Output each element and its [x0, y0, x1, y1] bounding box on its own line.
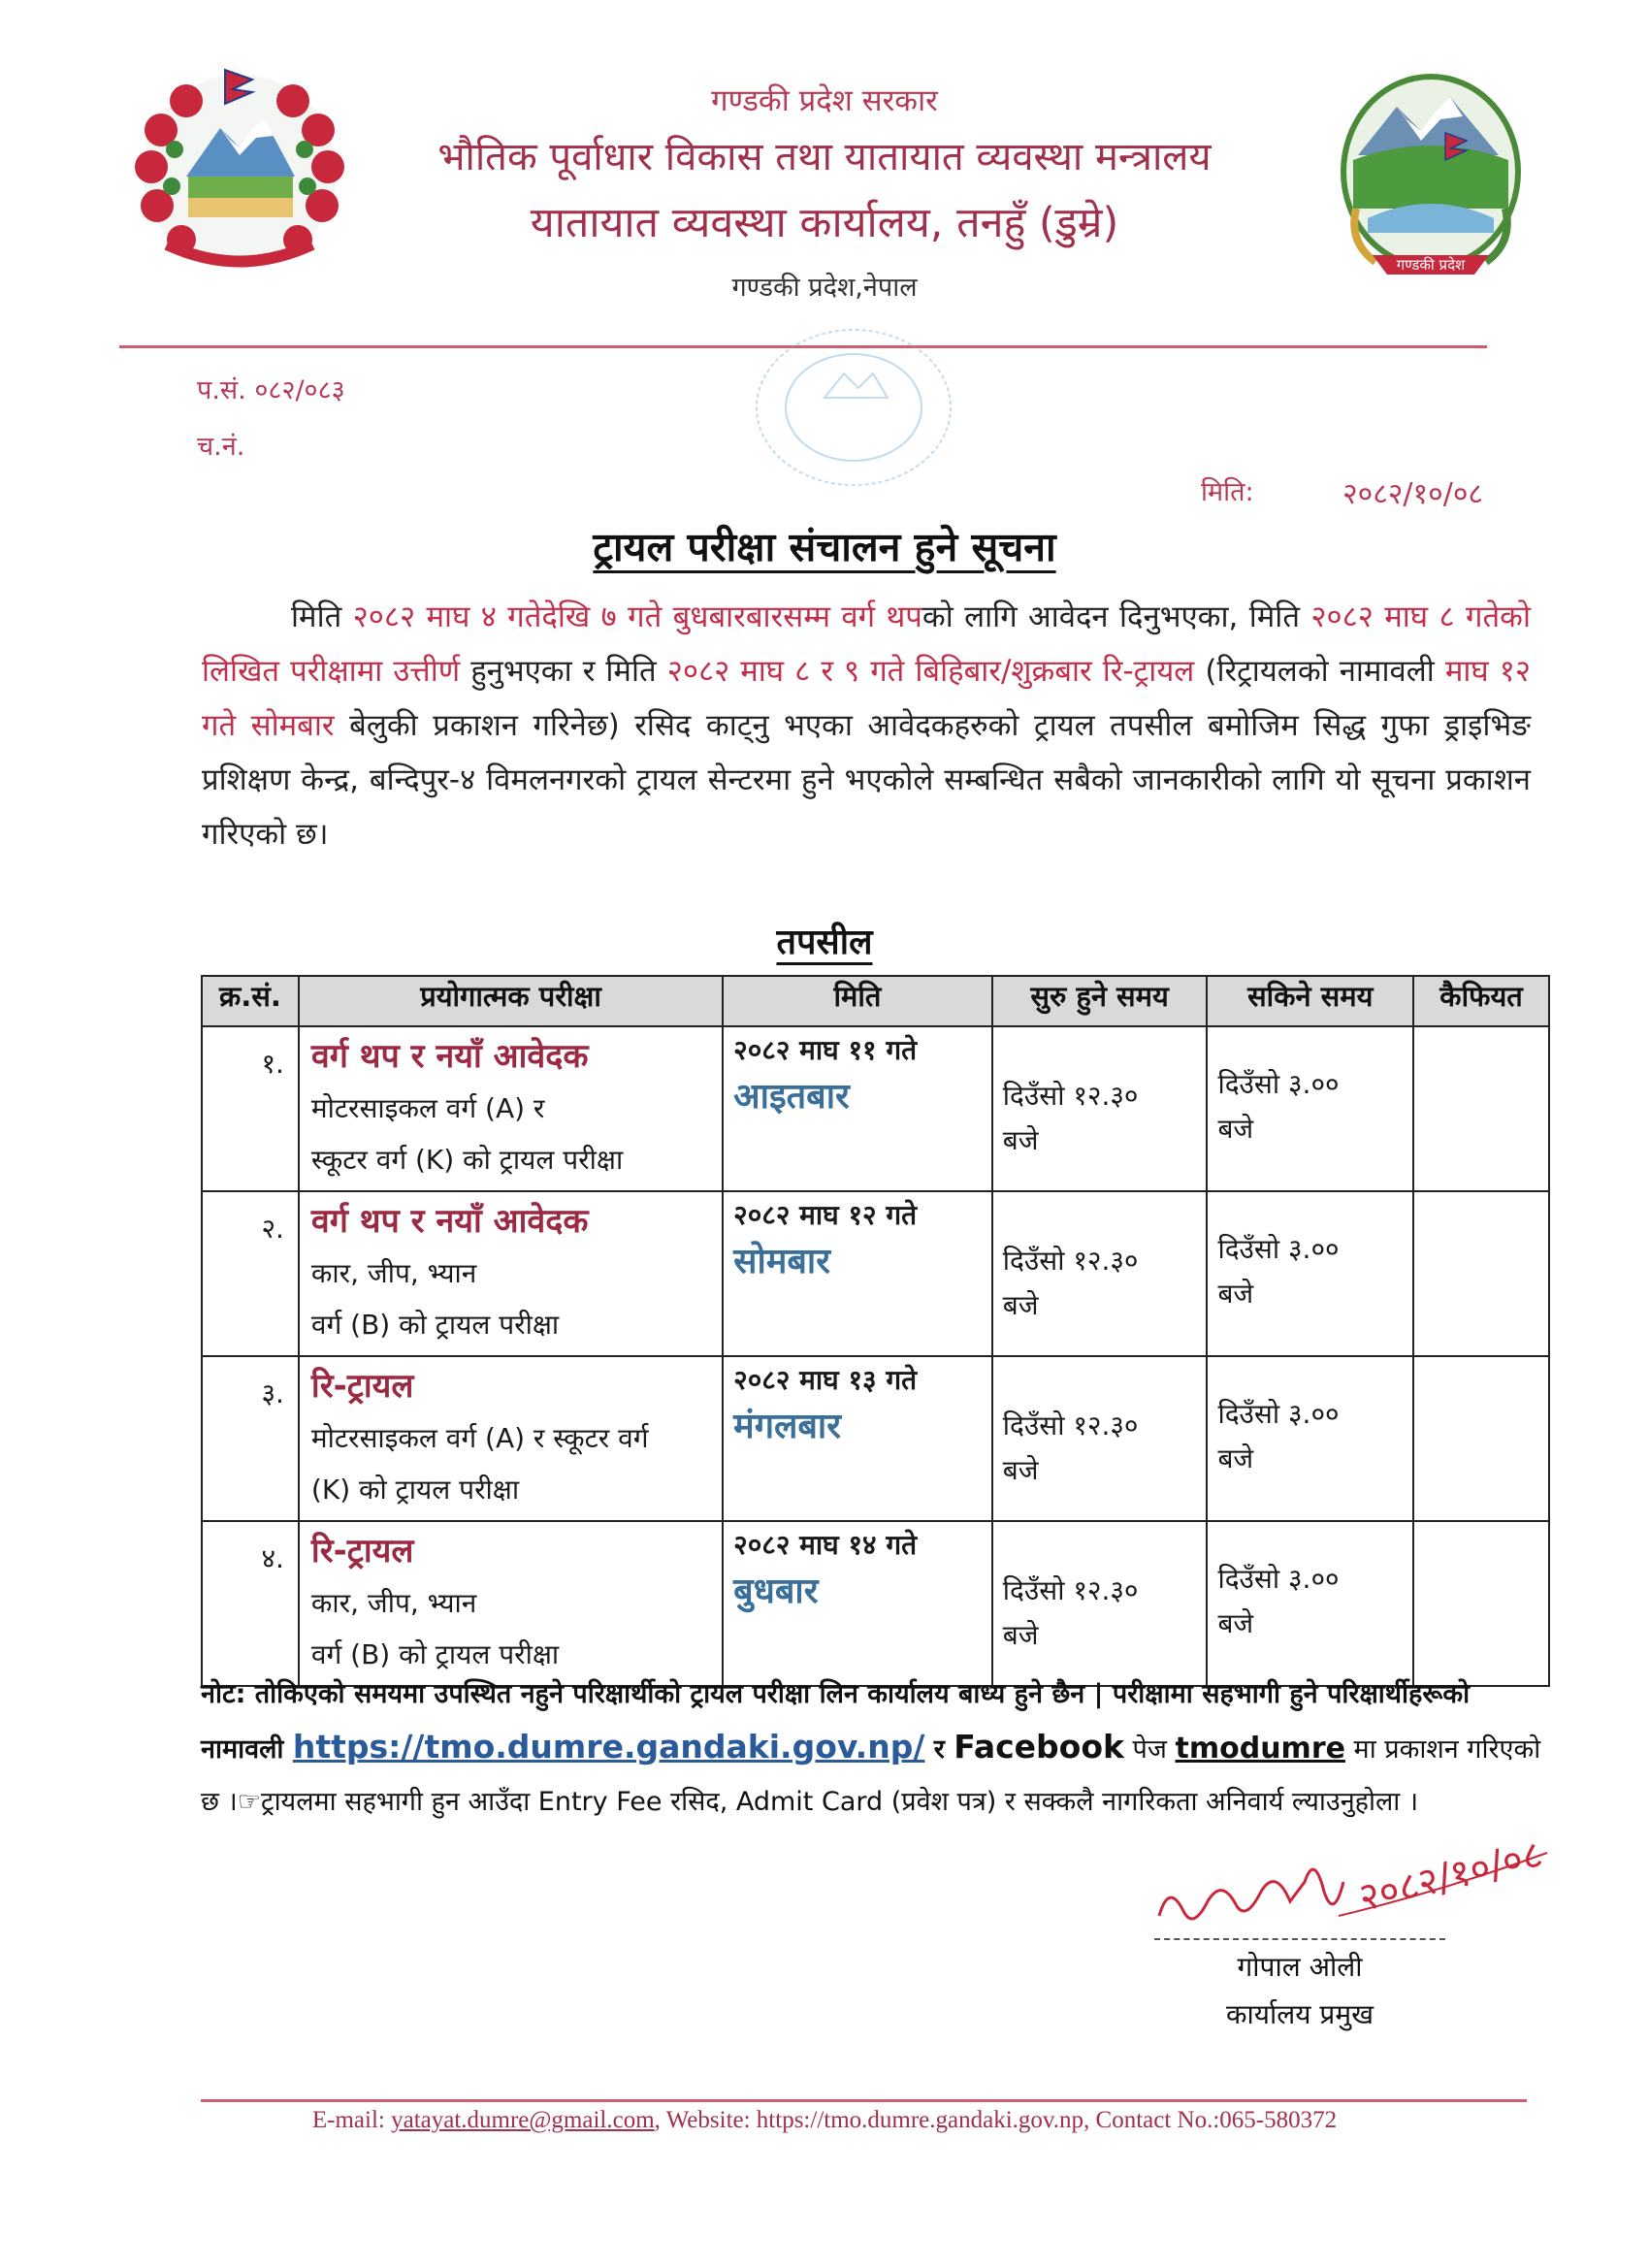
- footer-contact: E-mail: yatayat.dumre@gmail.com, Website: https://tmo.dumre.gandaki.gov.np, Contact No.:065-580372: [311, 2107, 1338, 2133]
- row-date: [723, 1521, 992, 1686]
- row-serial: १.: [202, 1026, 299, 1191]
- row-exam: [299, 1026, 723, 1191]
- row-end-time: दिउँसो ३.०० बजे: [1207, 1191, 1413, 1356]
- highlight-publish-date: माघ १२ गते सोमबार: [202, 654, 1531, 743]
- header-remarks: कैफियत: [1413, 976, 1549, 1026]
- signature-date: २०८२/१०/०८: [1354, 1831, 1547, 1921]
- row-remarks: [1413, 1356, 1549, 1521]
- table-header-row: [202, 976, 1549, 1026]
- ministry-name: भौतिक पूर्वाधार विकास तथा यातायात व्यवस्था मन्त्रालय: [437, 135, 1212, 179]
- header-date: मिति: [723, 976, 992, 1026]
- schedule-heading: तपसील: [776, 923, 873, 962]
- row-date-text: २०८२ माघ १४ गते: [733, 1529, 918, 1561]
- row-remarks: [1413, 1521, 1549, 1686]
- row-exam-line2: स्कूटर वर्ग (K) को ट्रायल परीक्षा: [310, 1144, 624, 1176]
- row-end-time: दिउँसो ३.०० बजे: [1207, 1521, 1413, 1686]
- signature-line: [1154, 1938, 1445, 1940]
- row-date-text: २०८२ माघ ११ गते: [733, 1034, 918, 1066]
- header-start-time: सुरु हुने समय: [992, 976, 1208, 1026]
- table-row: [202, 1191, 1549, 1356]
- row-end-time: दिउँसो ३.०० बजे: [1207, 1026, 1413, 1191]
- row-exam-line1: कार, जीप, भ्यान: [310, 1587, 477, 1619]
- row-exam-line2: वर्ग (B) को ट्रायल परीक्षा: [310, 1638, 560, 1670]
- table-row: [202, 1521, 1549, 1686]
- row-exam: [299, 1356, 723, 1521]
- highlight-retrial-dates: २०८२ माघ ८ र ९ गते बिहिबार/शुक्रबार रि-ट्रायल: [666, 654, 1195, 689]
- row-date-text: २०८२ माघ १३ गते: [733, 1364, 918, 1396]
- row-weekday: मंगलबार: [733, 1407, 841, 1446]
- row-start-time: दिउँसो १२.३० बजे: [992, 1356, 1208, 1521]
- highlight-application-dates: २०८२ माघ ४ गतेदेखि ७ गते बुधबारबारसम्म वर्ग थप: [352, 599, 922, 634]
- row-serial: २.: [202, 1191, 299, 1356]
- footer-divider: [201, 2099, 1527, 2102]
- row-exam-line1: मोटरसाइकल वर्ग (A) र: [310, 1092, 545, 1124]
- schedule-table: [201, 975, 1550, 1687]
- row-date: [723, 1026, 992, 1191]
- row-exam-line1: कार, जीप, भ्यान: [310, 1257, 477, 1289]
- row-weekday: आइतबार: [733, 1077, 850, 1117]
- table-row: [202, 1356, 1549, 1521]
- dispatch-number: च.नं.: [197, 432, 245, 462]
- notice-body: मिति २०८२ माघ ४ गतेदेखि ७ गते बुधबारबारसम्म वर्ग थपको लागि आवेदन दिनुभएका, मिति २०८२ माघ ८ गतेको लिखित परीक्षामा उत्तीर्ण हुनुभएका र मिति २०८२ माघ ८ र ९ गते बिहिबार/शुक्रबार रि-ट्रायल (रिट्रायलको नामावली माघ १२ गते सोमबार बेलुकी प्रकाशन गरिनेछ) रसिद काट्नु भएका आवेदकहरुको ट्रायल तपसील बमोजिम सिद्ध गुफा ड्राइभिङ प्रशिक्षण केन्द्र, बन्दिपुर-४ विमलनगरको ट्रायल सेन्टरमा हुने भएकोले सम्बन्धित सबैको जानकारीको लागि यो सूचना प्रकाशन गरिएको छ।: [202, 599, 1531, 852]
- office-address: गण्डकी प्रदेश,नेपाल: [731, 273, 918, 303]
- note-requirements: ☞ट्रायलमा सहभागी हुन आउँदा Entry Fee रसिद, Admit Card (प्रवेश पत्र) र सक्कलै नागरिकता अनिवार्य ल्याउनुहोला ।: [237, 1787, 1419, 1817]
- row-exam-line2: वर्ग (B) को ट्रायल परीक्षा: [310, 1309, 560, 1341]
- facebook-label: Facebook: [954, 1728, 1124, 1766]
- row-exam-line2: (K) को ट्रायल परीक्षा: [310, 1474, 520, 1506]
- header-practical-exam: प्रयोगात्मक परीक्षा: [299, 976, 723, 1026]
- table-row: [202, 1026, 1549, 1191]
- row-start-time: दिउँसो १२.३० बजे: [992, 1191, 1208, 1356]
- signatory-role: कार्यालय प्रमुख: [1226, 1998, 1374, 2030]
- row-weekday: सोमबार: [733, 1242, 830, 1281]
- row-serial: ४.: [202, 1521, 299, 1686]
- date-value: २०८२/१०/०८: [1342, 477, 1484, 511]
- notice-title: ट्रायल परीक्षा संचालन हुने सूचना: [593, 524, 1056, 570]
- row-end-time: दिउँसो ३.०० बजे: [1207, 1356, 1413, 1521]
- office-stamp-seal: [747, 320, 960, 495]
- row-category: वर्ग थप र नयाँ आवेदक: [310, 1037, 589, 1076]
- email-link[interactable]: yatayat.dumre@gmail.com: [391, 2107, 655, 2133]
- row-start-time: दिउँसो १२.३० बजे: [992, 1026, 1208, 1191]
- row-weekday: बुधबार: [733, 1571, 819, 1611]
- header-serial: क्र.सं.: [202, 976, 299, 1026]
- row-date-text: २०८२ माघ १२ गते: [733, 1199, 918, 1231]
- row-remarks: [1413, 1026, 1549, 1191]
- row-start-time: दिउँसो १२.३० बजे: [992, 1521, 1208, 1686]
- header-end-time: सकिने समय: [1207, 976, 1413, 1026]
- row-exam-line1: मोटरसाइकल वर्ग (A) र स्कूटर वर्ग: [310, 1422, 649, 1454]
- row-category: रि-ट्रायल: [310, 1367, 414, 1406]
- gandaki-logo-text: गण्डकी प्रदेश: [1396, 256, 1466, 274]
- office-name: यातायात व्यवस्था कार्यालय, तनहुँ (डुम्रे): [530, 199, 1119, 247]
- government-name: गण्डकी प्रदेश सरकार: [711, 83, 938, 118]
- row-exam: [299, 1521, 723, 1686]
- row-date: [723, 1356, 992, 1521]
- row-category: रि-ट्रायल: [310, 1532, 414, 1571]
- reference-number: प.सं. ०८२/०८३: [197, 375, 345, 405]
- website-link[interactable]: https://tmo.dumre.gandaki.gov.np/: [292, 1728, 925, 1766]
- row-exam: [299, 1191, 723, 1356]
- highlight-written-exam: २०८२ माघ ८ गतेको लिखित परीक्षामा उत्तीर्ण: [202, 599, 1531, 689]
- note-paragraph: नोट: तोकिएको समयमा उपस्थित नहुने परिक्षार्थीको ट्रायल परीक्षा लिन कार्यालय बाध्य हुने छैन | परीक्षामा सहभागी हुने परिक्षार्थीहरूको नामावली https://tmo.dumre.gandaki.gov.np/ र Facebook पेज tmodumre मा प्रकाशन गरिएको छ ।☞ट्रायलमा सहभागी हुन आउँदा Entry Fee रसिद, Admit Card (प्रवेश पत्र) र सक्कलै नागरिकता अनिवार्य ल्याउनुहोला ।: [201, 1679, 1541, 1817]
- facebook-page-name: tmodumre: [1175, 1732, 1345, 1766]
- row-remarks: [1413, 1191, 1549, 1356]
- date-label: मिति:: [1201, 477, 1254, 507]
- row-date: [723, 1191, 992, 1356]
- signatory-name: गोपाल ओली: [1237, 1951, 1363, 1983]
- row-serial: ३.: [202, 1356, 299, 1521]
- signature-scribble: [1149, 1824, 1557, 1945]
- row-category: वर्ग थप र नयाँ आवेदक: [310, 1202, 589, 1241]
